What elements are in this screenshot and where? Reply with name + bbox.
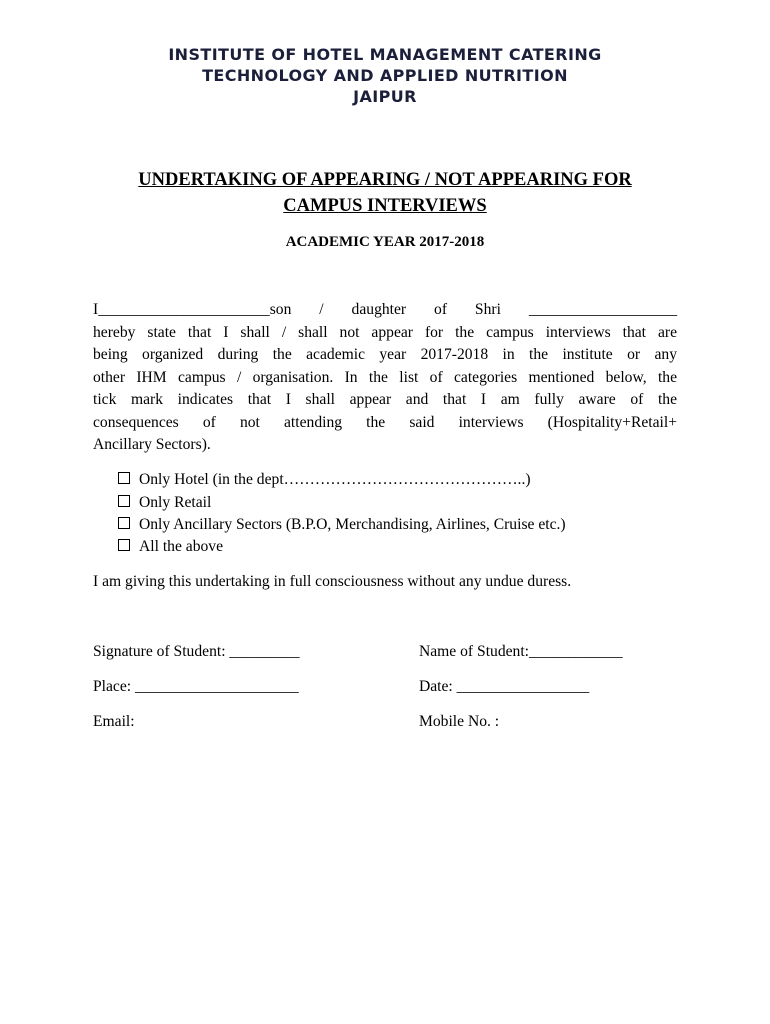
checkbox-icon[interactable]: [118, 472, 130, 484]
statement-line: other IHM campus / organisation. In the list of categories mentioned below, the: [93, 368, 677, 386]
statement-line: consequences of not attending the said interviews (Hospitality+Retail+: [93, 413, 677, 431]
declaration-text: I am giving this undertaking in full consciousness without any undue duress.: [93, 573, 572, 590]
option-only-ancillary[interactable]: [118, 514, 566, 536]
academic-year: ACADEMIC YEAR 2017-2018: [285, 234, 485, 250]
option-all-the-above[interactable]: [118, 536, 223, 558]
option-label: Only Retail: [139, 494, 212, 511]
option-label: Only Hotel (in the dept………………………………………..): [139, 471, 531, 488]
statement-line: Ancillary Sectors).: [93, 436, 211, 453]
institute-name-line-2: TECHNOLOGY AND APPLIED NUTRITION: [202, 66, 568, 85]
checkbox-icon[interactable]: [118, 517, 130, 529]
institute-name-line-1: INSTITUTE OF HOTEL MANAGEMENT CATERING: [168, 45, 602, 64]
checkbox-icon[interactable]: [118, 539, 130, 551]
place-field[interactable]: Place: _____________________: [93, 678, 299, 695]
signature-field[interactable]: Signature of Student: _________: [93, 643, 300, 660]
statement-line: being organized during the academic year 2017-2018 in the institute or any: [93, 346, 677, 363]
option-label: All the above: [139, 538, 224, 555]
statement-line: hereby state that I shall / shall not appear for the campus interviews that are: [93, 323, 677, 341]
option-only-hotel[interactable]: [118, 469, 531, 491]
undertaking-statement: [93, 299, 677, 457]
email-field[interactable]: Email:: [93, 713, 135, 730]
option-label: Only Ancillary Sectors (B.P.O, Merchandising, Airlines, Cruise etc.): [139, 516, 566, 533]
statement-line: tick mark indicates that I shall appear and that I am fully aware of the: [93, 391, 677, 408]
document-title-line-2: CAMPUS INTERVIEWS: [283, 196, 487, 216]
date-field[interactable]: Date: _________________: [419, 678, 590, 695]
statement-line: I______________________son / daughter of Shri ___________________: [93, 301, 677, 318]
institute-city: JAIPUR: [353, 87, 417, 106]
student-name-field[interactable]: Name of Student:____________: [419, 643, 623, 660]
mobile-field[interactable]: Mobile No. :: [419, 713, 500, 730]
document-title-line-1: UNDERTAKING OF APPEARING / NOT APPEARING FOR: [138, 170, 632, 190]
checkbox-icon[interactable]: [118, 495, 130, 507]
option-only-retail[interactable]: [118, 492, 211, 514]
